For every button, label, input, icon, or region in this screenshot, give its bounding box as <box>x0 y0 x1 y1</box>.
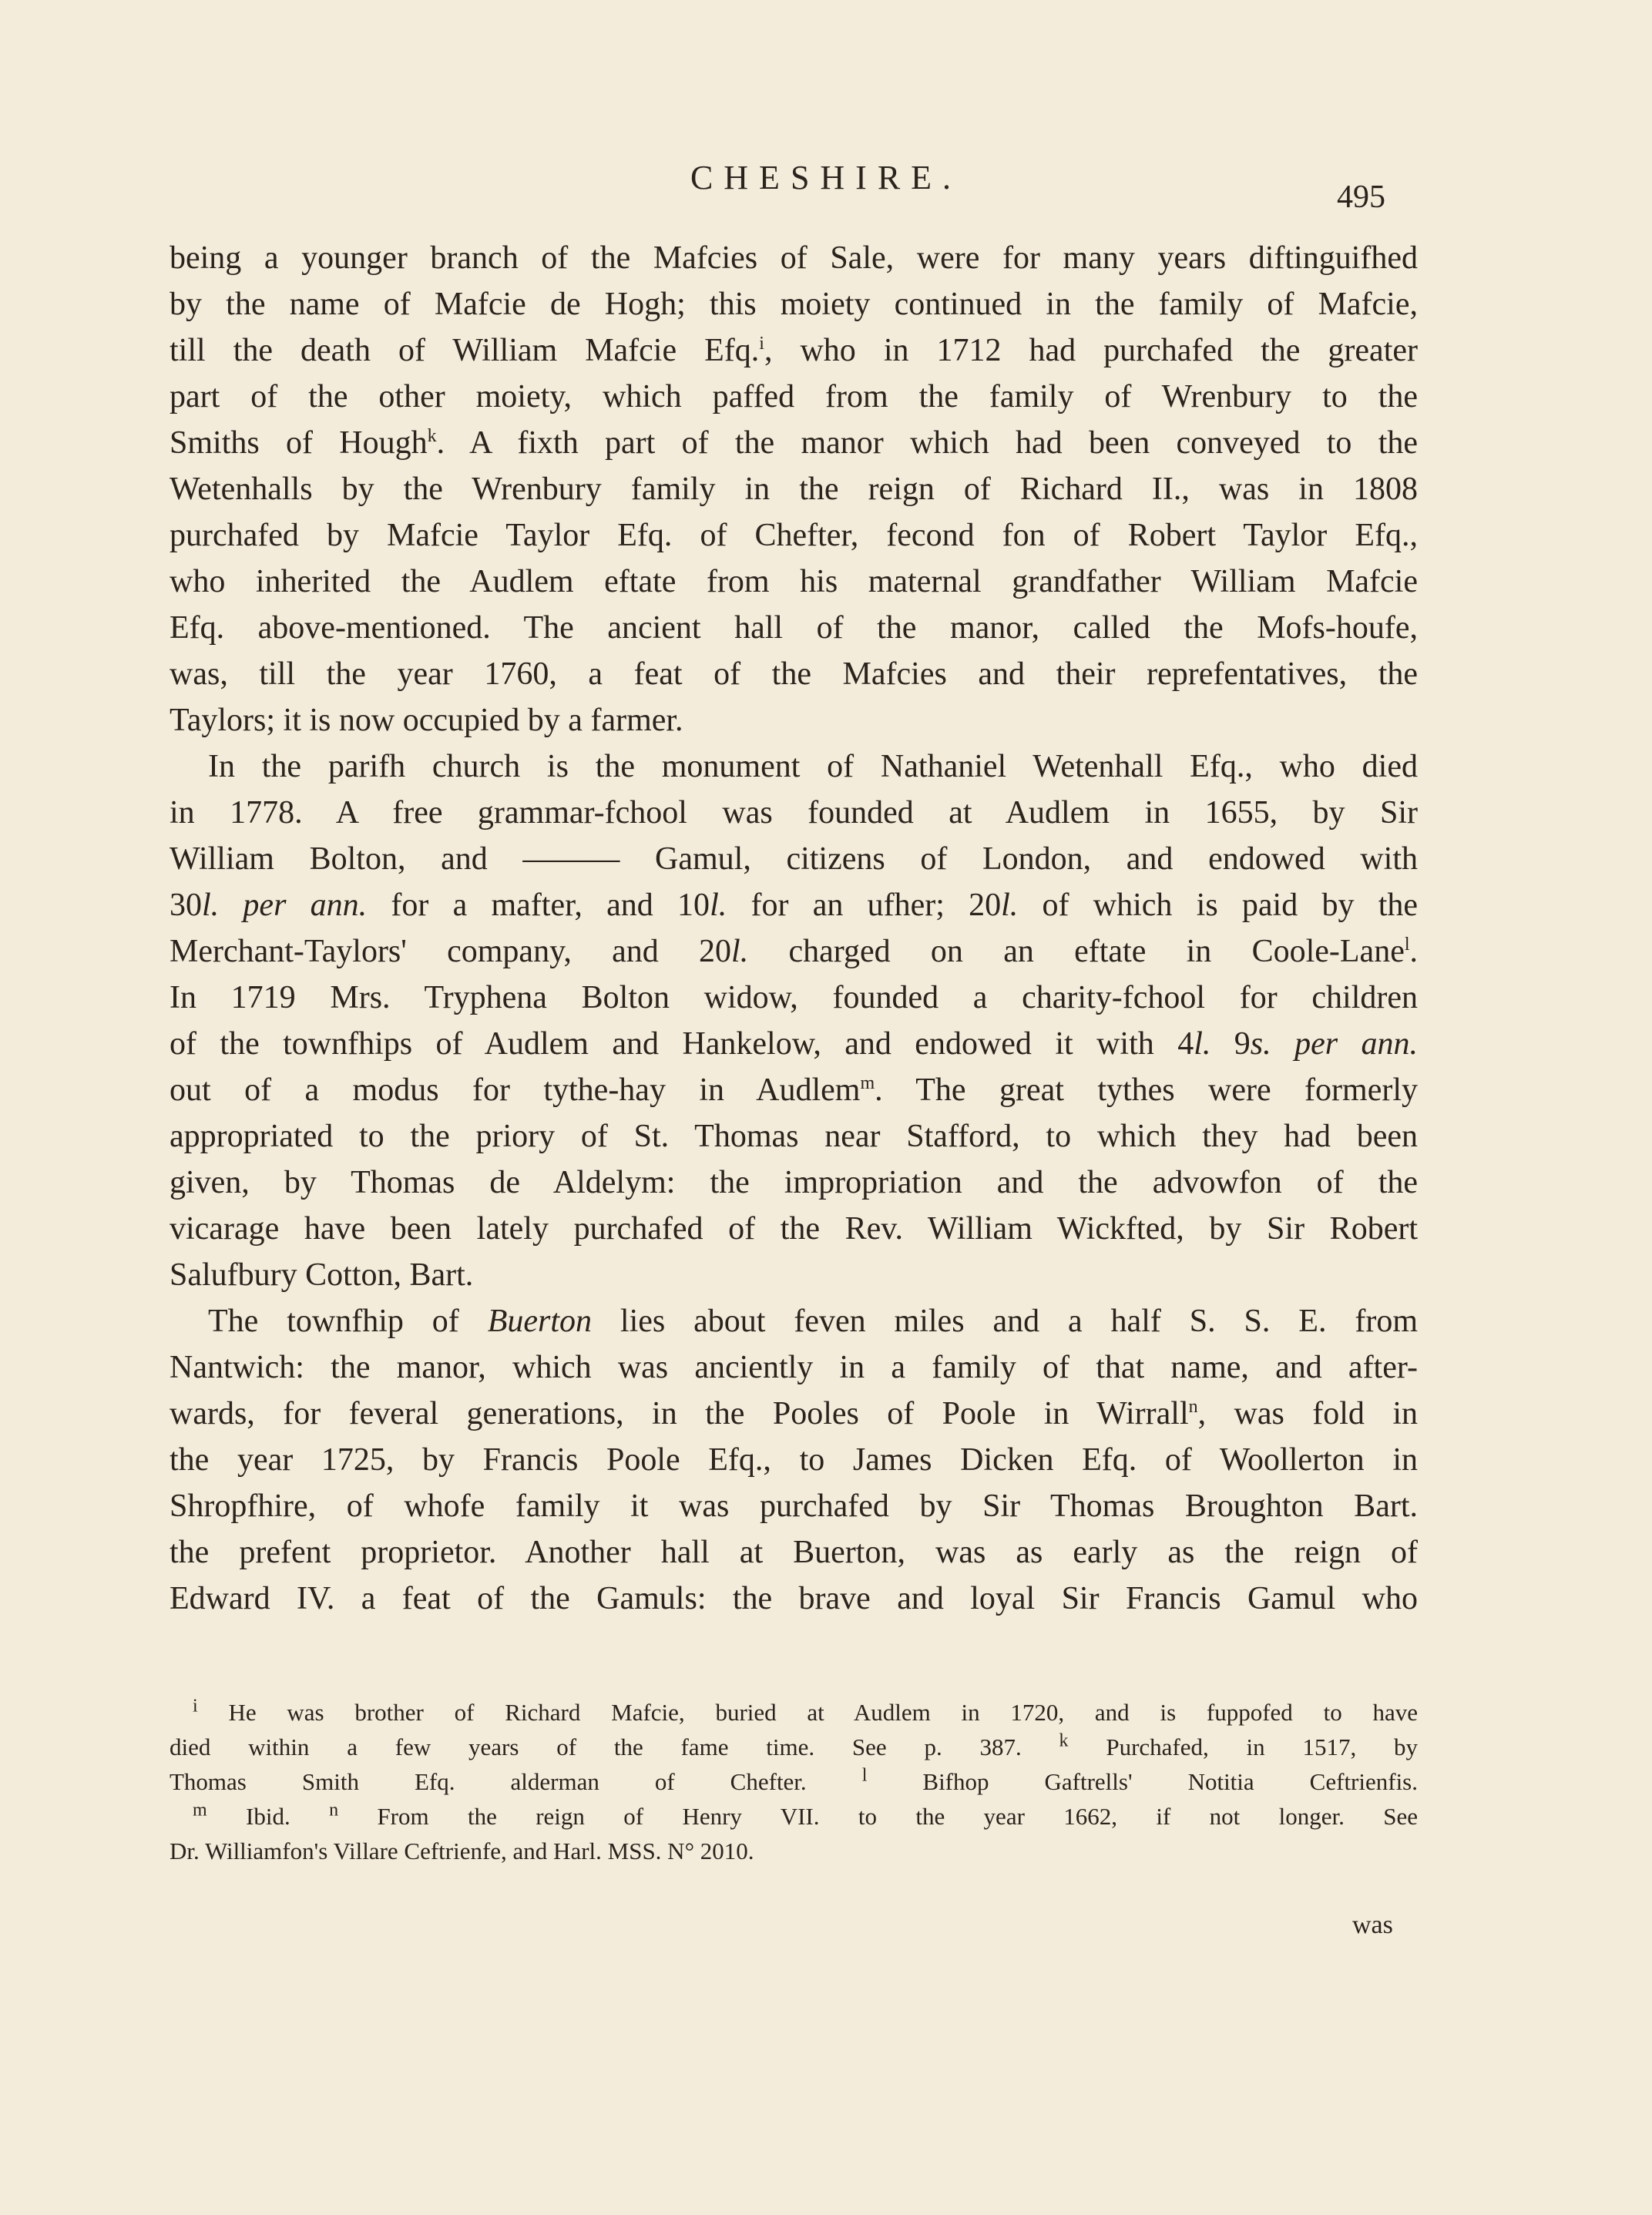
text-line: the prefent proprietor. Another hall at Buerton, was as early as the reign of <box>170 1535 1418 1570</box>
text-line: in 1778. A free grammar-fchool was founded at Audlem in 1655, by Sir <box>170 795 1418 831</box>
paragraph-start: The townfhip of Buerton lies about feven miles and a half S. S. E. from <box>208 1304 1419 1339</box>
text-line: being a younger branch of the Mafcies of Sale, were for many years diftinguifhed <box>170 240 1418 276</box>
text-line: Shropfhire, of whofe family it was purchafed by Sir Thomas Broughton Bart. <box>170 1488 1418 1524</box>
footnote-line: died within a few years of the fame time. See p. 387. $^k$ Purchafed, in 1517, by <box>170 1730 1418 1760</box>
text-line: given, by Thomas de Aldelym: the impropriation and the advowfon of the <box>170 1165 1418 1200</box>
footnote-line: $^m$ Ibid. $^n$ From the reign of Henry VII. to the year 1662, if not longer. See <box>193 1800 1418 1830</box>
text-line: Taylors; it is now occupied by a farmer. <box>170 703 683 738</box>
text-line: Nantwich: the manor, which was anciently in a family of that name, and after- <box>170 1350 1418 1385</box>
footnote-ref: k <box>427 426 437 446</box>
text-line: of the townfhips of Audlem and Hankelow, and endowed it with 4l. 9s. per ann. <box>170 1026 1418 1062</box>
footnotes <box>170 1695 1418 1868</box>
text-line: out of a modus for tythe-hay in Audlem$^m$. The great tythes were formerly <box>170 1072 1418 1108</box>
text-line: William Bolton, and ——— Gamul, citizens of London, and endowed with <box>170 841 1418 877</box>
footnote-ref: n <box>1188 1397 1198 1417</box>
footnote-mark: l <box>861 1765 868 1786</box>
footnote-mark: k <box>1059 1730 1069 1751</box>
footnote-line: Thomas Smith Efq. alderman of Chefter. $^l$ Bifhop Gaftrells' Notitia Ceftrienfis. <box>170 1765 1419 1795</box>
text-line: Salufbury Cotton, Bart. <box>170 1257 474 1293</box>
text-line: vicarage have been lately purchafed of the Rev. William Wickfted, by Sir Robert <box>170 1211 1418 1247</box>
footnote-mark: n <box>329 1800 339 1821</box>
text-line: Edward IV. a feat of the Gamuls: the brave and loyal Sir Francis Gamul who <box>170 1581 1418 1616</box>
page-number: 495 <box>1337 180 1385 215</box>
catchword: was <box>1352 1911 1393 1939</box>
text-line: appropriated to the priory of St. Thomas near Stafford, to which they had been <box>170 1119 1418 1154</box>
footnote-line: Dr. Williamfon's Villare Ceftrienfe, and Harl. MSS. N° 2010. <box>170 1837 754 1864</box>
text-line: In 1719 Mrs. Tryphena Bolton widow, founded a charity-fchool for children <box>170 980 1418 1015</box>
footnote-mark: i <box>193 1696 198 1717</box>
body-text <box>170 235 1418 1622</box>
footnote-ref: l <box>1404 935 1410 955</box>
text-line: who inherited the Audlem eftate from his maternal grandfather William Mafcie <box>170 564 1418 599</box>
paragraph-start: In the parifh church is the monument of Nathaniel Wetenhall Efq., who died <box>208 749 1418 784</box>
text-line: Efq. above-mentioned. The ancient hall of the manor, called the Mofs-houfe, <box>170 610 1418 646</box>
running-title: CHESHIRE. <box>690 159 962 196</box>
text-line: the year 1725, by Francis Poole Efq., to James Dicken Efq. of Woollerton in <box>170 1442 1418 1478</box>
footnote-line: $^i$ He was brother of Richard Mafcie, buried at Audlem in 1720, and is fuppofed to have <box>193 1696 1418 1726</box>
text-line: Wetenhalls by the Wrenbury family in the reign of Richard II., was in 1808 <box>170 472 1418 507</box>
text-line: Smiths of Hough$^k$. A fixth part of the manor which had been conveyed to the <box>170 425 1419 461</box>
text-line: was, till the year 1760, a feat of the Mafcies and their reprefentatives, the <box>170 656 1418 692</box>
footnote-mark: m <box>193 1800 207 1821</box>
text-line: 30l. per ann. for a mafter, and 10l. for an ufher; 20l. of which is paid by the <box>170 888 1419 923</box>
text-line: part of the other moiety, which paffed from the family of Wrenbury to the <box>170 379 1418 414</box>
text-line: by the name of Mafcie de Hogh; this moiety continued in the family of Mafcie, <box>170 287 1418 322</box>
footnote-ref: i <box>759 334 764 354</box>
footnote-ref: m <box>860 1073 875 1093</box>
text-line: Merchant-Taylors' company, and 20l. charged on an eftate in Coole-Lane$^l$. <box>170 934 1419 969</box>
text-line: purchafed by Mafcie Taylor Efq. of Chefter, fecond fon of Robert Taylor Efq., <box>170 518 1418 553</box>
text-line: wards, for feveral generations, in the Pooles of Poole in Wirrall$^n$, was fold in <box>170 1396 1418 1431</box>
text-line: till the death of William Mafcie Efq.$^i$, who in 1712 had purchafed the greater <box>170 333 1418 368</box>
